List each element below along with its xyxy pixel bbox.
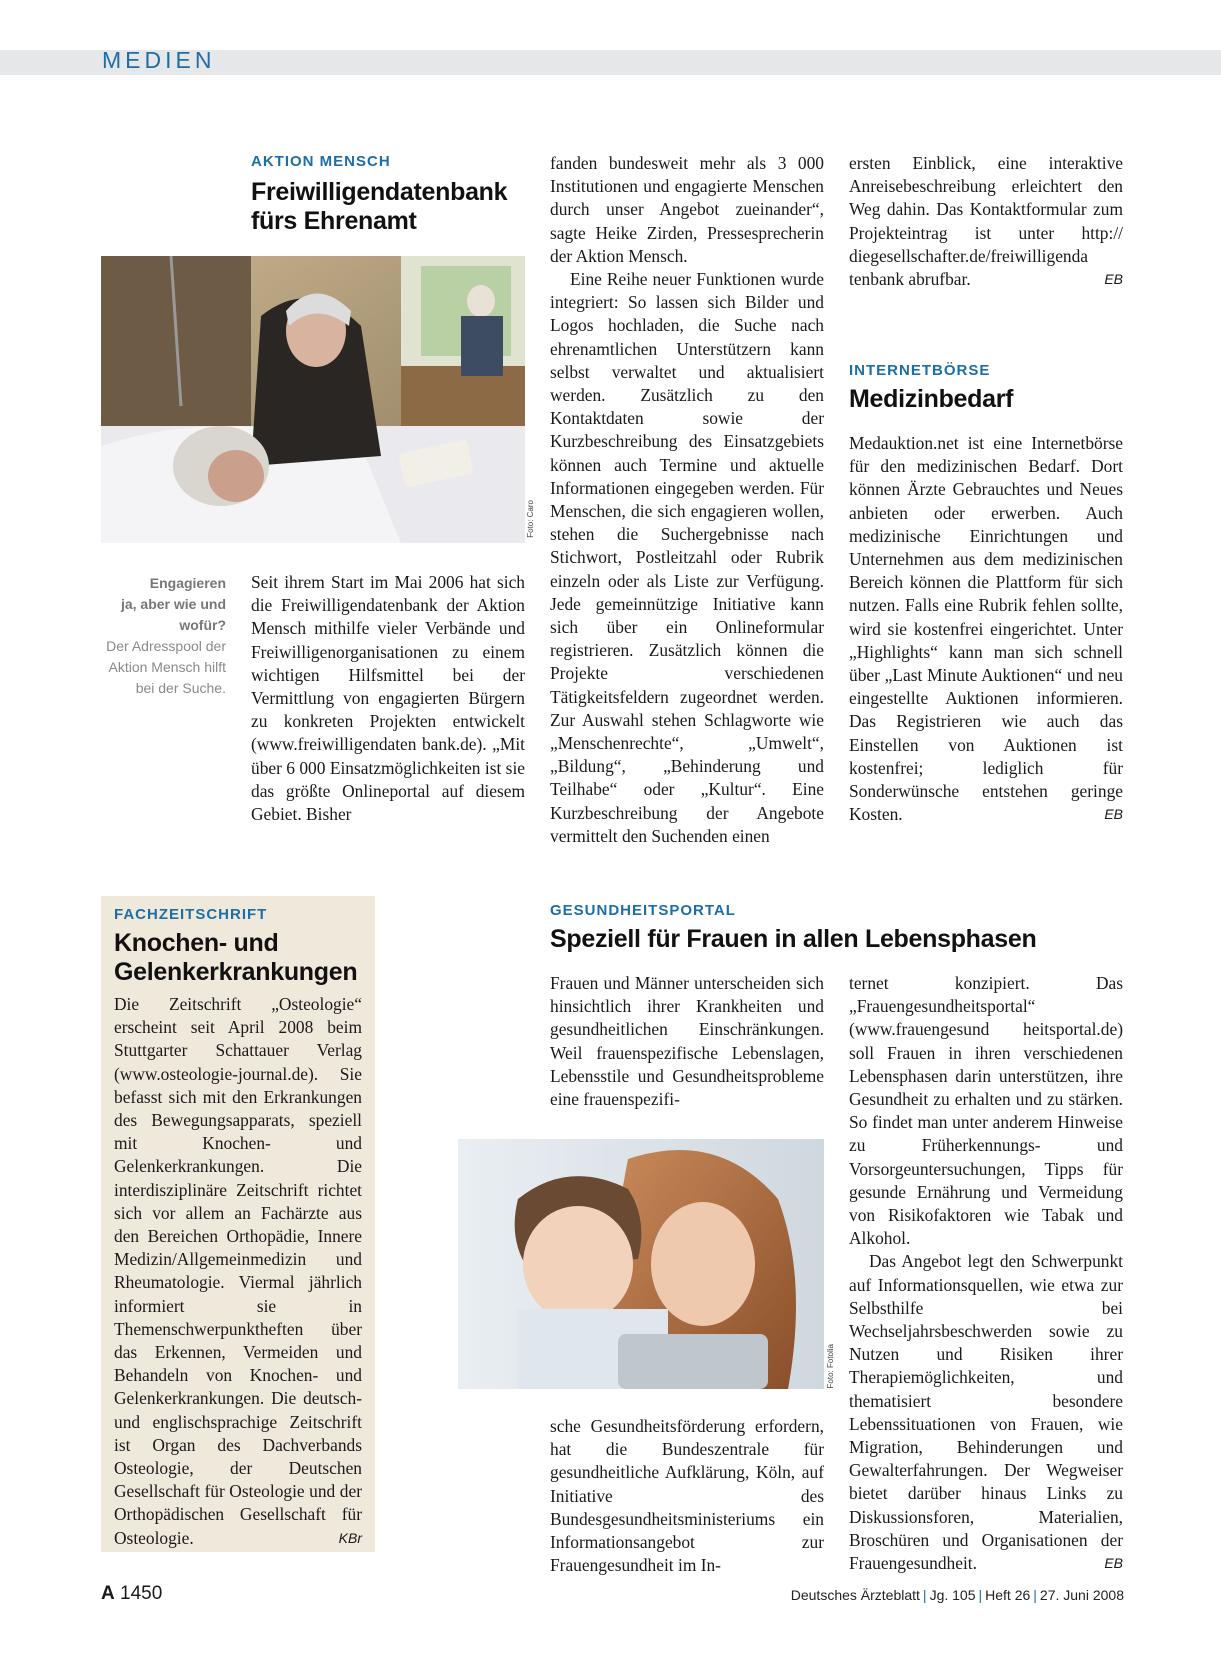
article4-paragraph: Das Angebot legt den Schwerpunkt auf Informationsquellen, wie etwa zur Selbsthilfe bei Wechseljahrsbeschwerden sowie zu Nutzen und Risiken ihrer Therapiemöglichkeiten, und thematisiert besondere Lebenssituationen von Frauen, wie Migration, Behinderungen und Gewalterfahrungen. Der Wegweiser bietet darüber hinaus Links zu Diskussionsforen, Materialien, Broschüren und Organisationen der Frauengesundheit. (849, 1251, 1123, 1574)
article4-paragraph: Frauen und Männer unterscheiden sich hinsichtlich ihrer Krankheiten und gesundheitlichen Einschränkungen. Weil frauenspezifische Lebenslagen, Lebensstile und Gesundheitsprobleme eine frauenspezifi- (550, 973, 824, 1110)
article4-paragraph: sche Gesundheitsförderung erfordern, hat die Bundeszentrale für gesundheitliche Aufklärung, Köln, auf Initiative des Bundesgesundheitsministeriums ein Informationsangebot zur Frauengesundheit im In- (550, 1416, 824, 1576)
article1-signature: EB (1104, 271, 1123, 288)
article2-paragraph: Medauktion.net ist eine Internetbörse für den medizinischen Bedarf. Dort können Ärzte Gebrauchtes und Neues anbieten oder erwerben. Auch medizinische Einrichtungen und Unternehmen aus dem medizinischen Bereich können die Plattform für sich nutzen. Falls eine Rubrik fehlen sollte, wird sie kostenfrei eingerichtet. Unter „Highlights“ kann man sich schnell über „Last Minute Auktionen“ und neu eingestellte Auktionen informieren. Das Registrieren wie auch das Einstellen von Auktionen ist kostenfrei; lediglich für Sonderwünsche entstehen geringe Kosten. (849, 433, 1123, 825)
caption-text-line: Aktion Mensch hilft (108, 659, 226, 675)
article2-signature: EB (1104, 806, 1123, 823)
article4-headline: Speziell für Frauen in allen Lebensphasen (550, 925, 1037, 953)
article1-paragraph: Seit ihrem Start im Mai 2006 hat sich die Freiwilligendatenbank der Aktion Mensch mithilfe vieler Verbände und Freiwilligenorganisationen zu einem wichtigen Hilfsmittel bei der Vermittlung von engagierten Bürgern zu konkreten Projekten entwickelt (www.freiwilligendaten bank.de). „Mit über 6 000 Einsatzmöglichkeiten ist sie das größte Onlineportal auf diesem Gebiet. Bisher (251, 572, 525, 825)
mother-child-photo (458, 1139, 824, 1389)
article1-column1 (251, 571, 525, 826)
article1-paragraph: ersten Einblick, eine interaktive Anreisebeschreibung erleichtert den Weg dahin. Das Kontaktformular zum Projekteintrag ist unter http:// diegesellschafter.de/freiwilligenda tenbank abrufbar. (849, 153, 1123, 290)
article4-paragraph: ternet konzipiert. Das „Frauengesundheitsportal“ (www.frauengesund heitsportal.de) soll Frauen in ihren verschiedenen Lebensphasen darin unterstützen, ihre Gesundheit zu erhalten und zu stärken. So findet man unter anderem Hinweise zu Früherkennungs- und Vorsorgeuntersuchungen, Tipps für gesunde Ernährung und Vermeidung von Risikofaktoren wie Tabak und Alkohol. (849, 973, 1123, 1249)
caption-text-line: Der Adresspool der (106, 638, 226, 654)
journal-volume: Jg. 105 (929, 1587, 976, 1603)
article4-column1-bottom (550, 1415, 824, 1577)
article3-body (114, 993, 362, 1550)
article4-column1-top (550, 972, 824, 1111)
caption-text-line: bei der Suche. (135, 680, 226, 696)
section-label: MEDIEN (102, 47, 216, 73)
article3-headline (114, 929, 364, 987)
article1-paragraph: fanden bundesweit mehr als 3 000 Institutionen und engagierte Menschen durch unser Angebot zueinander“, sagte Heike Zirden, Pressesprecherin der Aktion Mensch. (550, 153, 824, 266)
journal-date: 27. Juni 2008 (1039, 1587, 1124, 1603)
article3-headline-line2: Gelenkerkrankungen (114, 958, 358, 986)
nursing-home-photo (101, 256, 525, 543)
article1-column3 (849, 152, 1123, 291)
article2-headline: Medizinbedarf (849, 385, 1014, 413)
article1-paragraph: Eine Reihe neuer Funktionen wurde integriert: So lassen sich Bilder und Logos hochladen, die Suche nach ehrenamtlichen Unterstützern kann selbst verwaltet und aktualisiert werden. Zusätzlich zu den Kontaktdaten sowie der Kurzbeschreibung des Einsatzgebiets können auch Termine und aktuelle Informationen eingegeben werden. Für Menschen, die sich engagieren wollen, stehen die Suchergebnisse nach Stichwort, Postleitzahl oder Rubrik einzeln oder als Liste zur Verfügung. Jede gemeinnützige Initiative kann sich über ein Onlineformular registrieren. Zusätzlich können die Projekte verschiedenen Tätigkeitsfeldern zugeordnet werden. Zur Auswahl stehen Schlagworte wie „Menschenrechte“, „Umwelt“, „Bildung“, „Behinderung und Teilhabe“ oder „Kultur“. Eine Kurzbeschreibung der Angebote vermittelt den Suchenden einen (550, 269, 824, 846)
article1-photo-credit: Foto: Caro (526, 500, 535, 538)
journal-footer: Deutsches Ärzteblatt | Jg. 105 | Heft 26 | 27. Juni 2008 (790, 1587, 1124, 1603)
article4-signature: EB (1104, 1555, 1123, 1572)
article3-signature: KBr (338, 1529, 362, 1546)
article4-photo-credit: Foto: Fotolia (826, 1344, 835, 1389)
article1-caption (96, 573, 226, 699)
article2-kicker: INTERNETBÖRSE (849, 362, 991, 379)
article3-headline-line1: Knochen- und (114, 929, 279, 957)
caption-bold-line: Engagieren (149, 575, 226, 591)
page-number (101, 1583, 162, 1605)
caption-bold-line: wofür? (179, 617, 226, 633)
journal-issue: Heft 26 (985, 1587, 1031, 1603)
article4-kicker: GESUNDHEITSPORTAL (550, 902, 736, 919)
article1-headline-line1: Freiwilligendatenbank (251, 178, 508, 206)
article1-headline-line2: fürs Ehrenamt (251, 207, 417, 235)
article3-paragraph: Die Zeitschrift „Osteologie“ erscheint seit April 2008 beim Stuttgarter Schattauer Verlag (www.osteologie-journal.de). Sie befasst sich mit den Erkrankungen des Bewegungsapparats, speziell mit Knochen- und Gelenkerkrankungen. Die interdisziplinäre Zeitschrift richtet sich vor allem an Fachärzte aus den Bereichen Orthopädie, Innere Medizin/Allgemeinmedizin und Rheumatologie. Viermal jährlich informiert sie in Themenschwerpunktheften über das Erkennen, Vermeiden und Behandeln von Knochen- und Gelenkerkrankungen. Die deutsch- und englischsprachige Zeitschrift ist Organ des Dachverbands Osteologie, der Deutschen Gesellschaft für Osteologie und der Orthopädischen Gesellschaft für Osteologie. (114, 994, 362, 1548)
article2-body (849, 432, 1123, 826)
article4-photo (458, 1139, 824, 1389)
article4-column2 (849, 972, 1123, 1575)
article1-photo (101, 256, 525, 543)
article1-column2 (550, 152, 824, 848)
page-prefix: A (101, 1583, 115, 1604)
article1-kicker: AKTION MENSCH (251, 153, 391, 170)
article1-headline (251, 178, 541, 236)
caption-bold-line: ja, aber wie und (120, 596, 226, 612)
page-number-value: 1450 (120, 1583, 163, 1604)
article3-kicker: FACHZEITSCHRIFT (114, 906, 268, 923)
journal-name: Deutsches Ärzteblatt (790, 1587, 920, 1603)
